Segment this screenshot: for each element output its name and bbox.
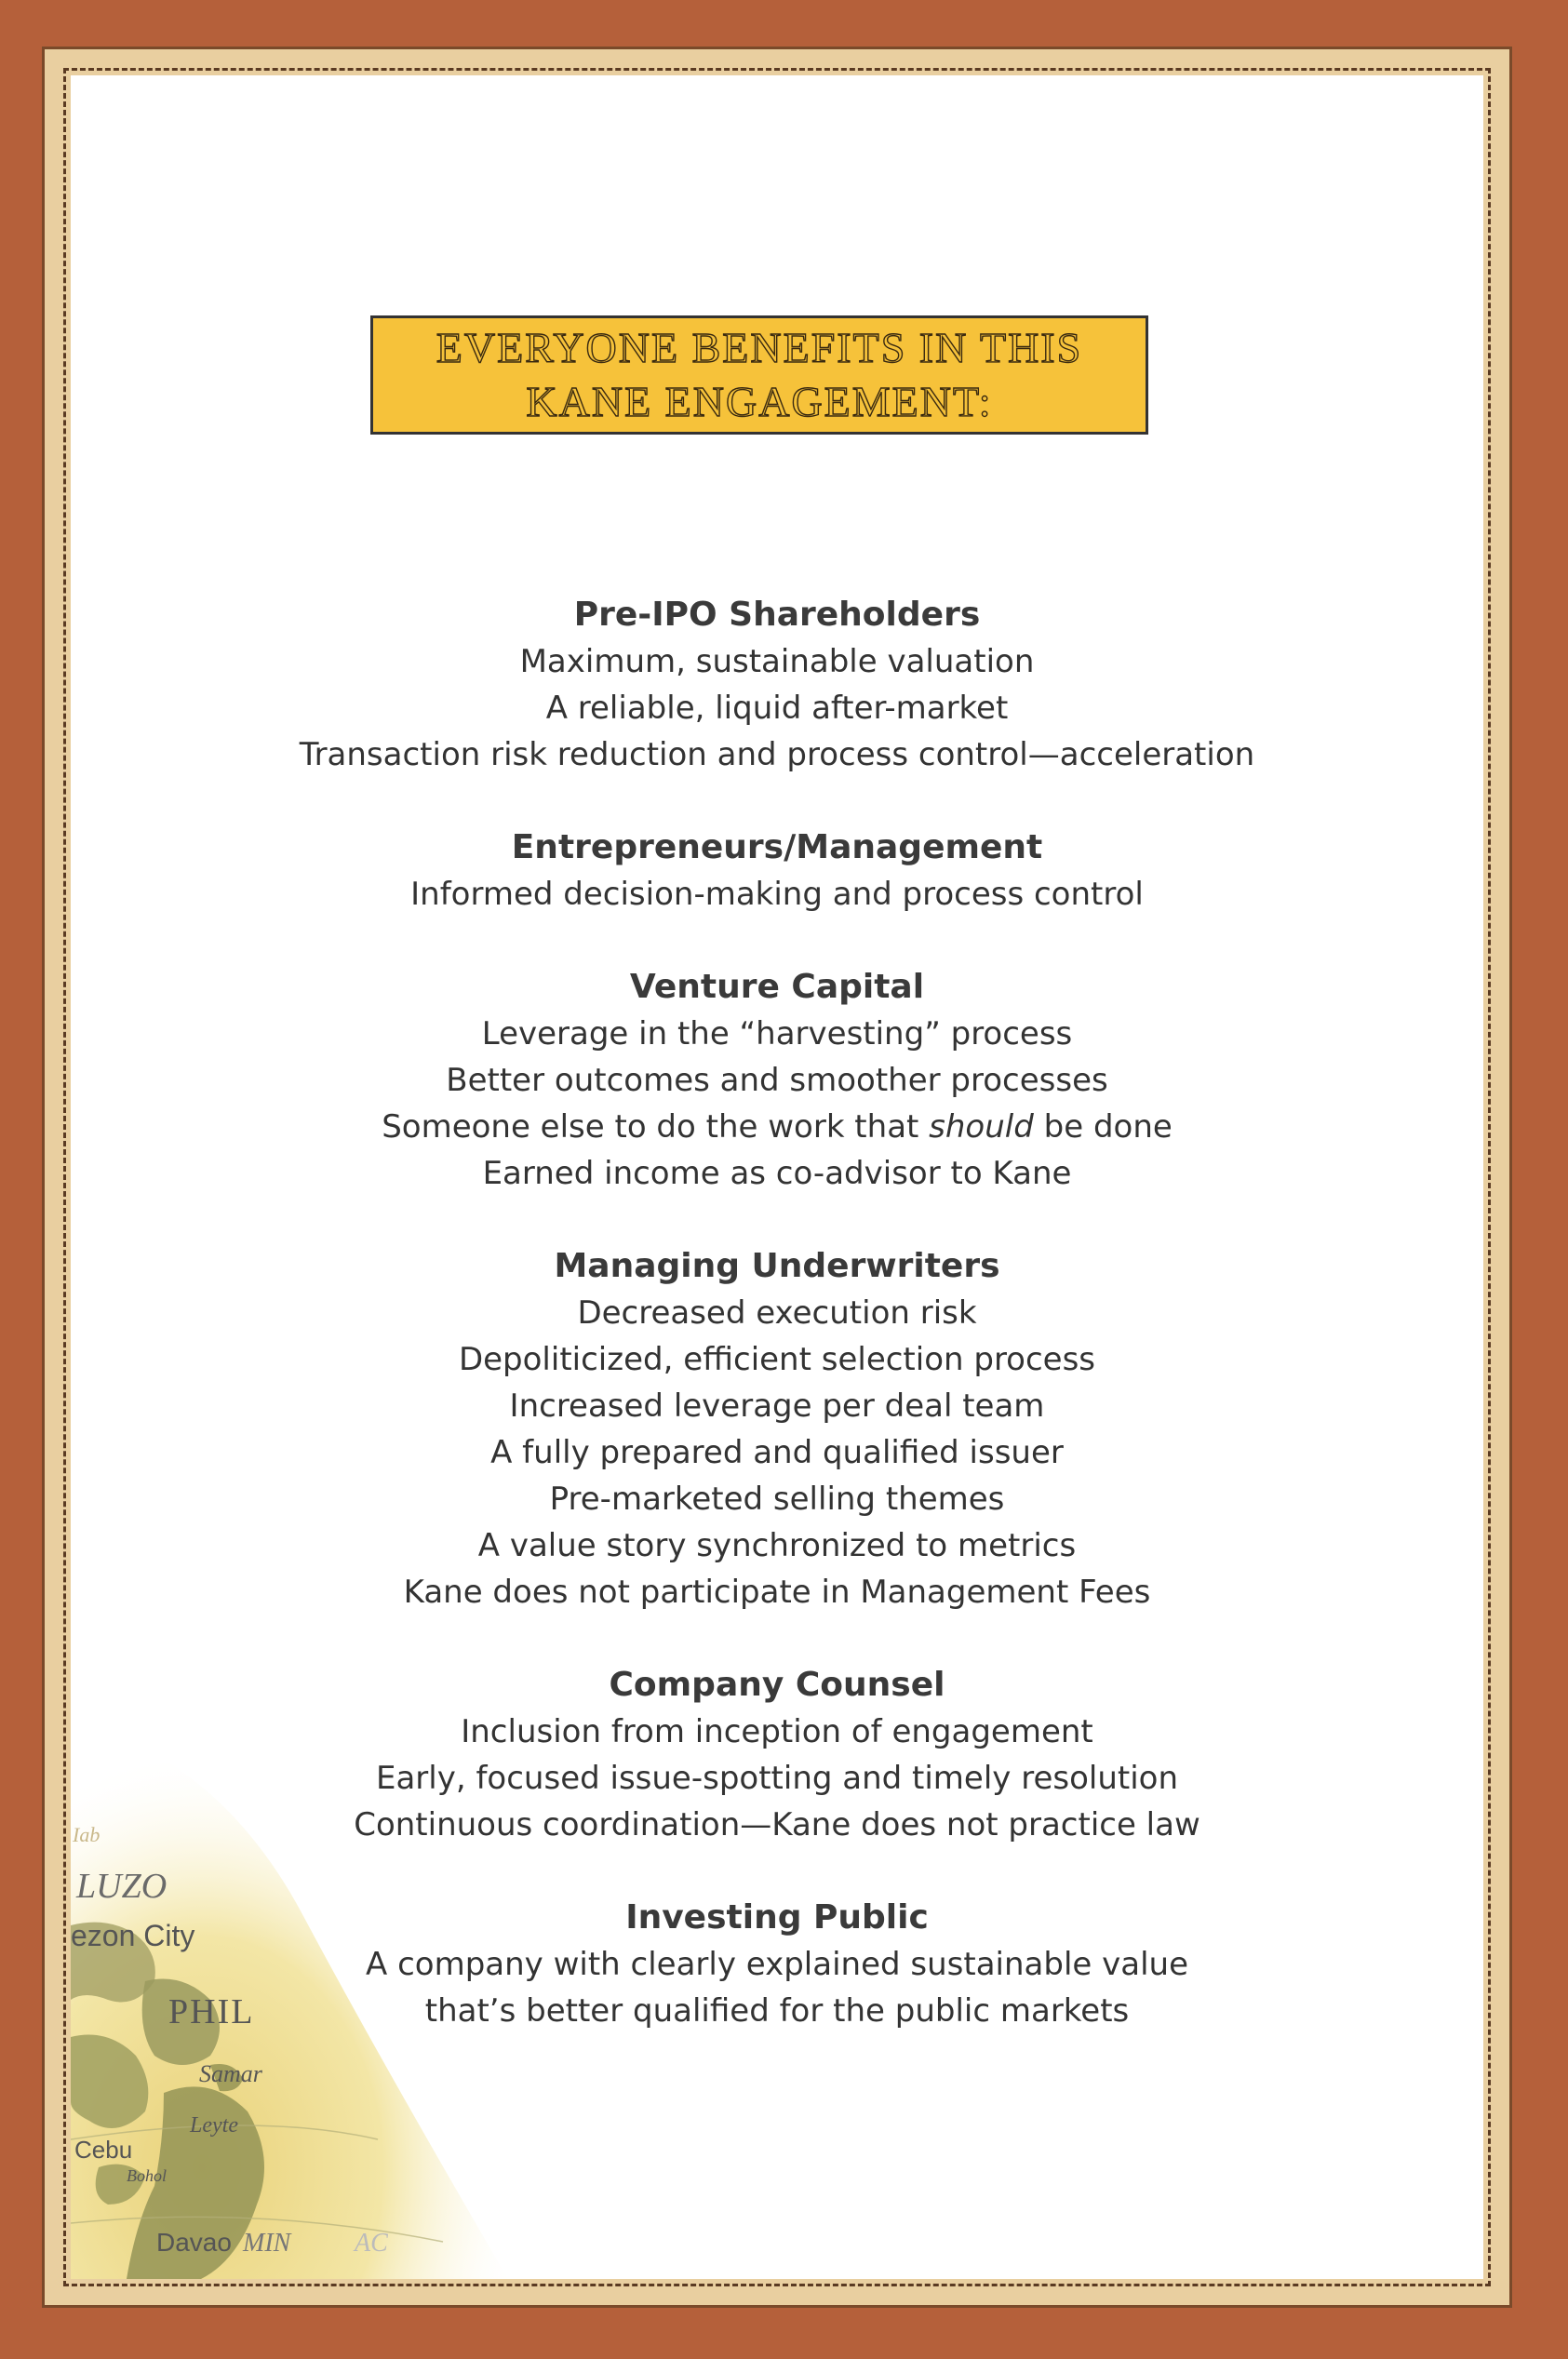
section-line: Continuous coordination—Kane does not practice law <box>354 1806 1200 1843</box>
map-label-leyte: Leyte <box>190 2113 238 2138</box>
section-pre-ipo-shareholders <box>71 592 1483 778</box>
section-heading: Investing Public <box>625 1898 929 1937</box>
title-line-2: KANE ENGAGEMENT: <box>526 378 993 425</box>
title-box <box>370 315 1148 435</box>
map-label-cebu: Cebu <box>74 2136 133 2164</box>
map-label-top: Iab <box>73 1823 101 1846</box>
section-line: A fully prepared and qualified issuer <box>490 1434 1064 1471</box>
section-line: A value story synchronized to metrics <box>477 1527 1077 1564</box>
section-heading: Managing Underwriters <box>554 1247 1000 1285</box>
section-line: Leverage in the “harvesting” process <box>481 1015 1073 1052</box>
section-managing-underwriters <box>71 1243 1483 1615</box>
section-line: Inclusion from inception of engagement <box>461 1713 1093 1750</box>
map-label-min: MIN <box>243 2229 291 2258</box>
section-heading: Pre-IPO Shareholders <box>573 596 981 634</box>
section-line: A reliable, liquid after-market <box>545 690 1009 727</box>
outer-frame <box>42 47 1512 2308</box>
map-label-ac: AC <box>355 2229 388 2258</box>
section-line: Better outcomes and smoother processes <box>446 1062 1108 1099</box>
section-company-counsel <box>71 1662 1483 1848</box>
map-label-bohol: Bohol <box>127 2166 167 2185</box>
section-line-emphasis: Someone else to do the work that should be done <box>382 1108 1173 1146</box>
section-entrepreneurs-management <box>71 824 1483 918</box>
map-label-samar: Samar <box>199 2060 262 2087</box>
map-label-region: LUZO <box>76 1867 168 1906</box>
page-panel <box>71 75 1483 2279</box>
section-investing-public <box>71 1895 1483 2034</box>
section-line: Early, focused issue-spotting and timely resolution <box>375 1760 1179 1797</box>
map-label-city: ezon City <box>71 1919 195 1952</box>
section-line: Informed decision-making and process control <box>410 876 1144 913</box>
section-heading: Venture Capital <box>629 968 925 1006</box>
section-line: A company with clearly explained sustainable value <box>366 1946 1188 1983</box>
section-line: Transaction risk reduction and process control—acceleration <box>299 736 1255 773</box>
title-line-1: EVERYONE BENEFITS IN THIS <box>436 324 1083 371</box>
map-label-davao: Davao <box>156 2228 232 2257</box>
benefits-list <box>71 592 1483 2081</box>
section-line: Maximum, sustainable valuation <box>519 643 1035 680</box>
section-line: Pre-marketed selling themes <box>549 1481 1005 1518</box>
section-heading: Entrepreneurs/Management <box>511 828 1043 866</box>
section-venture-capital <box>71 964 1483 1197</box>
section-heading: Company Counsel <box>609 1666 945 1704</box>
section-line: Depoliticized, efficient selection process <box>458 1341 1096 1378</box>
section-line: Decreased execution risk <box>577 1294 977 1332</box>
section-line: Increased leverage per deal team <box>509 1387 1045 1425</box>
section-line: Earned income as co-advisor to Kane <box>482 1155 1072 1192</box>
map-label-country: PHIL <box>168 1992 255 2031</box>
section-line: Kane does not participate in Management Fees <box>403 1574 1151 1611</box>
section-line: that’s better qualified for the public markets <box>424 1992 1130 2030</box>
